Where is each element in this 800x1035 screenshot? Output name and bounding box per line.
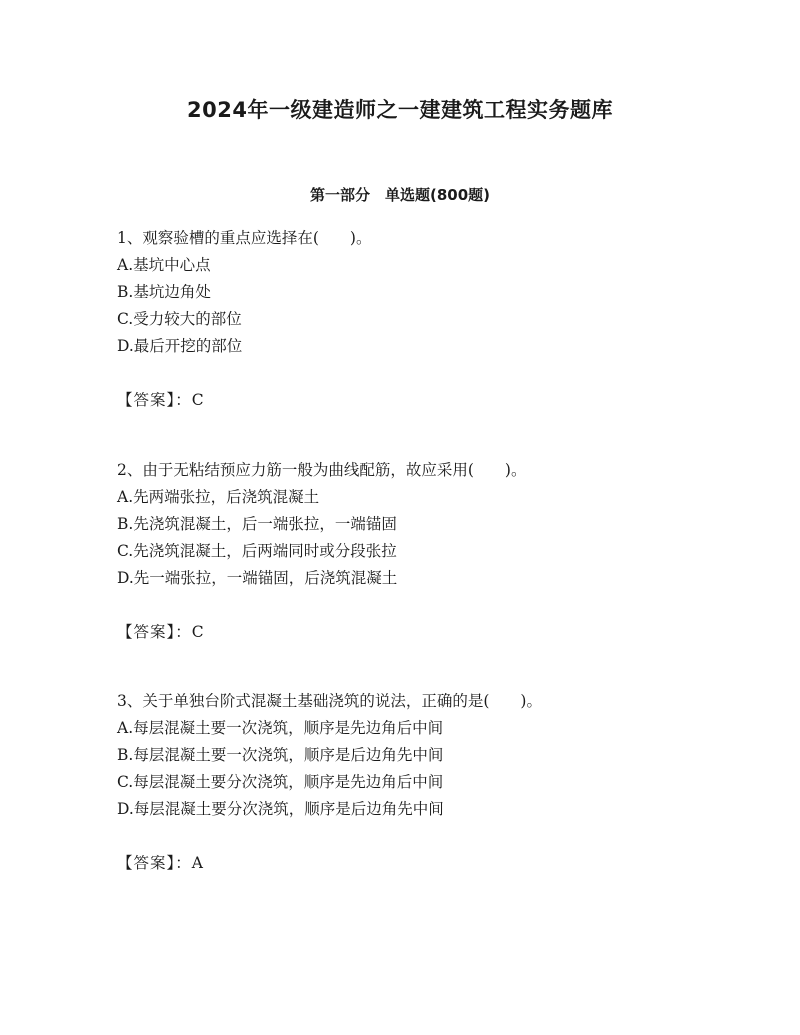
option-c: C.受力较大的部位 — [117, 310, 242, 328]
option-d: D.最后开挖的部位 — [117, 337, 243, 355]
option-b: B.每层混凝土要一次浇筑，顺序是后边角先中间 — [117, 746, 444, 764]
answer-line — [117, 619, 757, 646]
question-1 — [117, 225, 757, 414]
answer-line — [117, 850, 757, 877]
answer-value: C — [191, 391, 204, 409]
question-2 — [117, 457, 757, 646]
option-b: B.先浇筑混凝土，后一端张拉，一端锚固 — [117, 515, 397, 533]
question-stem: 1、观察验槽的重点应选择在( )。 — [117, 229, 372, 247]
answer-label: 【答案】： — [117, 391, 192, 409]
question-stem: 3、关于单独台阶式混凝土基础浇筑的说法，正确的是( )。 — [117, 692, 542, 710]
option-d: D.每层混凝土要分次浇筑，顺序是后边角先中间 — [117, 800, 444, 818]
answer-value: A — [191, 854, 203, 872]
option-c: C.每层混凝土要分次浇筑，顺序是先边角后中间 — [117, 773, 444, 791]
answer-line — [117, 387, 757, 414]
question-3 — [117, 688, 757, 877]
section-title: 第一部分 单选题(800题) — [309, 186, 491, 204]
option-a: A.先两端张拉，后浇筑混凝土 — [117, 488, 320, 506]
question-stem: 2、由于无粘结预应力筋一般为曲线配筋，故应采用( )。 — [117, 461, 527, 479]
option-d: D.先一端张拉，一端锚固，后浇筑混凝土 — [117, 569, 398, 587]
option-a: A.每层混凝土要一次浇筑，顺序是先边角后中间 — [117, 719, 444, 737]
answer-label: 【答案】： — [117, 854, 192, 872]
option-c: C.先浇筑混凝土，后两端同时或分段张拉 — [117, 542, 397, 560]
answer-label: 【答案】： — [117, 623, 192, 641]
answer-value: C — [191, 623, 204, 641]
page-title: 2024年一级建造师之一建建筑工程实务题库 — [187, 98, 613, 122]
option-b: B.基坑边角处 — [117, 283, 211, 301]
option-a: A.基坑中心点 — [117, 256, 211, 274]
